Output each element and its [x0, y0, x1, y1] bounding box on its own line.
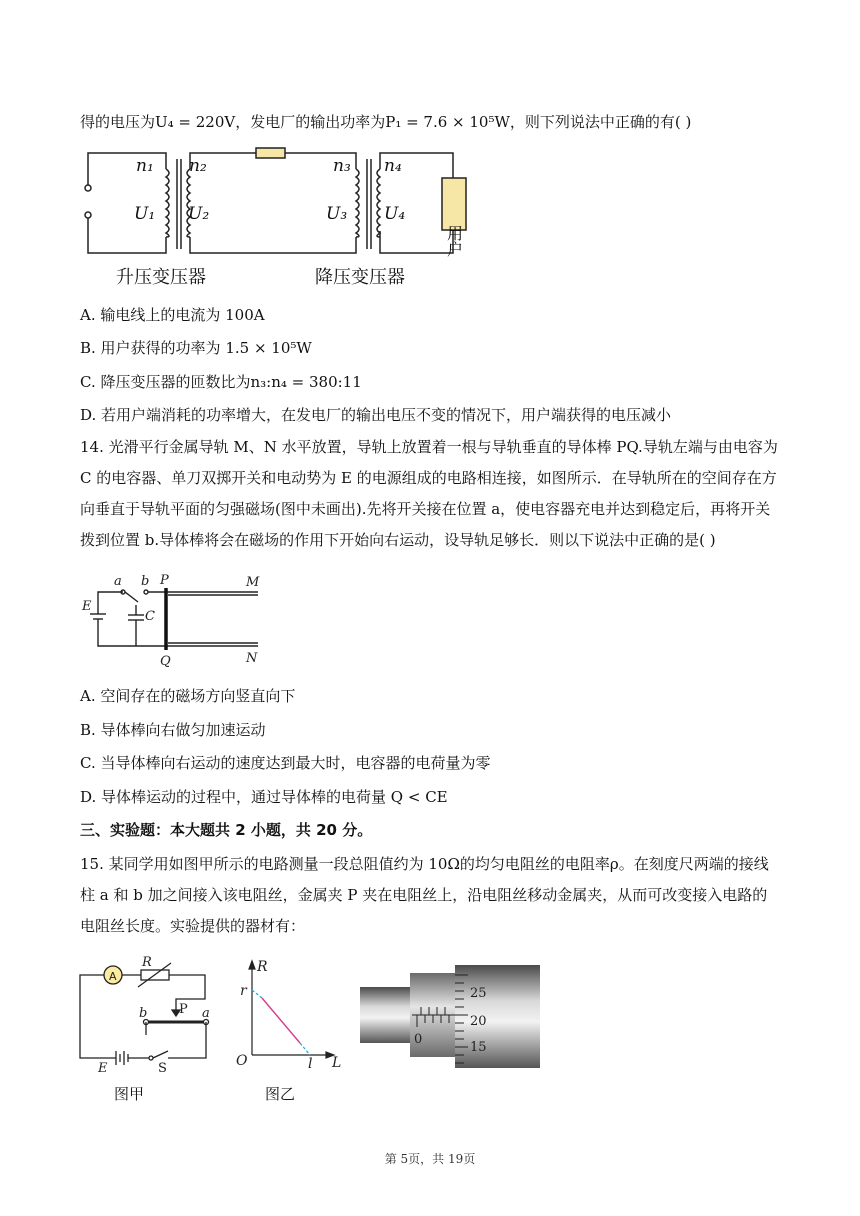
u2-label: U₂ — [188, 204, 210, 224]
circuit-figure-jia — [76, 955, 216, 1075]
intercept-l-label: l — [308, 1056, 313, 1070]
q13-option-a: A. 输电线上的电流为 100A — [80, 306, 265, 324]
q13-option-c: C. 降压变压器的匝数比为n₃:n₄ = 380:11 — [80, 373, 362, 391]
q14-option-a: A. 空间存在的磁场方向竖直向下 — [80, 687, 296, 705]
b-label: b — [141, 574, 150, 589]
q14-option-d: D. 导体棒运动的过程中，通过导体棒的电荷量 Q < CE — [80, 788, 448, 806]
p-label: P — [160, 573, 169, 588]
figure-jia-caption: 图甲 — [114, 1085, 145, 1103]
q14-question: 14. 光滑平行金属导轨 M、N 水平放置，导轨上放置着一根与导轨垂直的导体棒 PQ.导轨左端与由电容为 C 的电容器、单刀双掷开关和电动势为 E 的电源组成的电路相连接，如图所示．在导轨所在的空间存在方向垂直于导轨平面的匀强磁场(图中未画出).先将开关接在位置 a，使电容器充电并达到稳定后，再将开关拨到位置 b.导体棒将会在磁场的作用下开始向右运动，设导轨足够长．则以下说法中正确的是( ) — [80, 438, 778, 549]
ammeter-label: A — [109, 970, 117, 983]
c-label: C — [145, 609, 155, 624]
rheostat-label: R — [142, 955, 152, 970]
axis-l-label: L — [332, 1055, 342, 1070]
figure-yi-caption: 图乙 — [265, 1085, 296, 1103]
a-label: a — [114, 574, 122, 589]
micrometer-figure — [360, 965, 542, 1075]
q15-question: 15. 某同学用如图甲所示的电路测量一段总阻值约为 10Ω的均匀电阻丝的电阻率ρ。在刻度尺两端的接线柱 a 和 b 加之间接入该电阻丝，金属夹 P 夹在电阻丝上，沿电阻丝移动金属夹，从而可改变接入电路的电阻丝长度。实验提供的器材有： — [80, 855, 769, 935]
user-label: 用户 — [444, 225, 464, 257]
n3-label: n₃ — [333, 156, 351, 176]
q13-option-d: D. 若用户端消耗的功率增大，在发电厂的输出电压不变的情况下，用户端获得的电压减小 — [80, 406, 672, 424]
section-heading: 三、实验题：本大题共 2 小题，共 20 分。 — [80, 821, 373, 839]
step-up-label: 升压变压器 — [116, 267, 206, 288]
n1-label: n₁ — [136, 156, 154, 176]
intercept-r-label: r — [240, 983, 247, 999]
axis-r-label: R — [257, 959, 268, 975]
step-down-label: 降压变压器 — [315, 267, 405, 288]
u3-label: U₃ — [326, 204, 348, 224]
u4-label: U₄ — [384, 204, 406, 224]
page-footer: 第 5页，共 19页 — [384, 1152, 476, 1166]
m-label: M — [246, 575, 260, 590]
emf-label: E — [98, 1061, 108, 1075]
e-label: E — [82, 599, 92, 614]
q13-option-b: B. 用户获得的功率为 1.5 × 10⁵W — [80, 339, 312, 357]
sleeve-zero: 0 — [414, 1032, 423, 1047]
n-label: N — [246, 651, 258, 666]
n4-label: n₄ — [384, 156, 402, 176]
q13-intro: 得的电压为U₄ = 220V，发电厂的输出功率为P₁ = 7.6 × 10⁵W，则下列说法中正确的有( ) — [80, 113, 692, 131]
transformer-circuit-figure — [78, 145, 478, 295]
u1-label: U₁ — [134, 204, 156, 224]
q14-option-b: B. 导体棒向右做匀加速运动 — [80, 721, 266, 739]
terminal-b-label: b — [139, 1006, 148, 1021]
q14-option-c: C. 当导体棒向右运动的速度达到最大时，电容器的电荷量为零 — [80, 754, 491, 772]
rail-circuit-figure — [78, 570, 268, 670]
switch-s-label: S — [158, 1061, 167, 1075]
origin-label: O — [236, 1053, 248, 1069]
n2-label: n₂ — [189, 156, 207, 176]
graph-figure-yi — [230, 955, 350, 1070]
thimble-25: 25 — [470, 986, 487, 1001]
terminal-a-label: a — [202, 1006, 210, 1021]
clip-p-label: P — [179, 1002, 188, 1017]
thimble-15: 15 — [470, 1040, 487, 1055]
q-label: Q — [160, 654, 171, 669]
thimble-20: 20 — [470, 1014, 487, 1029]
